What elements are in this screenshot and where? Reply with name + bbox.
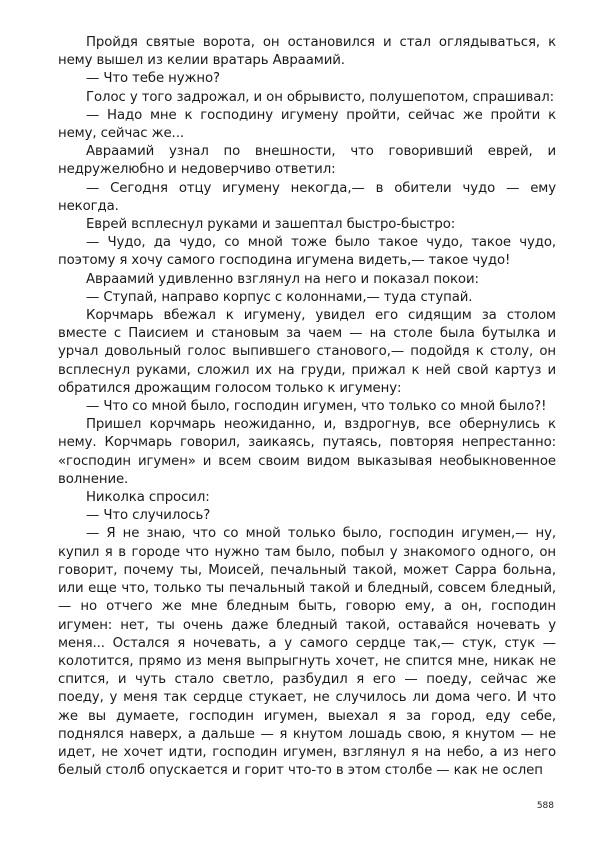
paragraph: — Что тебе нужно? [86,71,221,87]
paragraph: Авраамий узнал по внешности, что говоривший еврей, и недружелюбно и недоверчиво ответил: [58,144,556,178]
paragraph: Пройдя святые ворота, он остановился и стал оглядываться, к нему вышел из келии вратарь Авраамий. [58,35,556,69]
paragraph: — Надо мне к господину игумену пройти, сейчас же пройти к нему, сейчас же... [58,107,556,142]
paragraph: — Что случилось? [86,508,211,524]
paragraph: Николка спросил: [86,490,210,506]
paragraph: — Чудо, да чудо, со мной тоже было такое чудо, такое чудо, поэтому я хочу самого господина игумена видеть,— такое чудо! [58,235,556,269]
page-number: 588 [536,801,554,811]
paragraph: Голос у того задрожал, и он обрывисто, полушепотом, спрашивал: [86,89,555,105]
paragraph: — Сегодня отцу игумену некогда,— в обители чудо — ему некогда. [58,180,556,214]
paragraph: — Что со мной было, господин игумен, что только со мной было?! [86,399,547,415]
paragraph: Еврей всплеснул руками и зашептал быстро-быстро: [86,217,456,233]
paragraph: — Ступай, направо корпус с колоннами,— туда ступай. [86,289,473,305]
paragraph: Пришел корчмарь неожиданно, и, вздрогнув, все обернулись к нему. Корчмарь говорил, заикаясь, путаясь, повторяя непрестанно: «господин игумен» и всем своим видом выказывая необыкновенное волнение. [58,417,556,487]
paragraph: — Я не знаю, что со мной только было, господин игумен,— ну, купил я в городе что нужно там было, побыл у знакомого одного, он говорит, почему ты, Моисей, печальный такой, может Сарра больна, или еще что, только ты печальный такой и бледный, совсем бледный, — но отчего же мне бледным быть, говорю ему, а он, господин игумен: нет, ты очень даже бледный такой, оставайся ночевать у меня... Остался я ночевать, а у самого сердце так,— стук, стук — колотится, прямо из меня выпрыгнуть хочет, не спится мне, никак не спится, и чуть стало светло, разбудил я его — поеду, сейчас же поеду, у меня так сердце стукает, не случилось ли дома чего. И что же вы думаете, господин игумен, выехал я за город, еду себе, поднялся наверх, а дальше — я кнутом лошадь свою, я кнутом — не идет, не хочет идти, господин игумен, взглянул я на небо, а из него белый столб опускается и горит что-то в этом столбе — как не ослеп [58,526,556,779]
paragraph: Корчмарь вбежал к игумену, увидел его сидящим за столом вместе с Паисием и становым за чаем — на столе была бутылка и урчал довольный голос выпившего станового,— подойдя к столу, он всплеснул руками, сложил их на груди, прижал к ней свой картуз и обратился дрожащим голосом только к игумену: [58,308,556,396]
paragraph: Авраамий удивленно взглянул на него и показал покои: [86,271,479,287]
page-body-text [58,34,556,780]
